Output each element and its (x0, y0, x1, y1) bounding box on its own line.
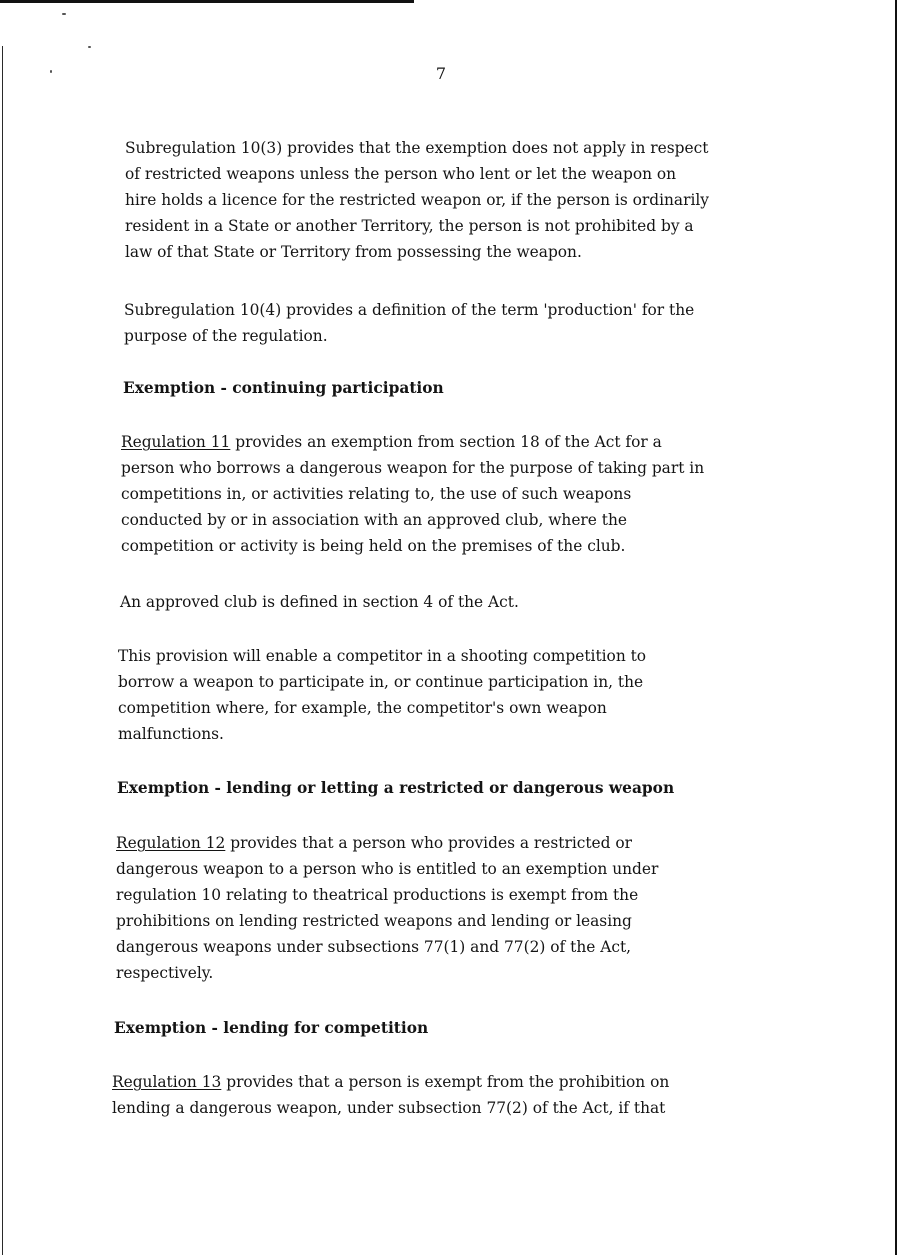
text-line: respectively. (116, 964, 214, 982)
text-line: Subregulation 10(4) provides a definition of the term 'production' for the (124, 301, 695, 319)
text-line: person who borrows a dangerous weapon for the purpose of taking part in (121, 459, 705, 477)
paragraph-regulation-12 (116, 830, 658, 986)
text-line: malfunctions. (118, 725, 224, 743)
text-fragment: provides an exemption from section 18 of the Act for a (230, 433, 662, 451)
text-line: resident in a State or another Territory, the person is not prohibited by a (125, 217, 694, 235)
text-line: competition or activity is being held on the premises of the club. (121, 537, 626, 555)
regulation-11-reference: Regulation 11 (121, 433, 231, 451)
text-line: competition where, for example, the competitor's own weapon (118, 699, 607, 717)
text-line: hire holds a licence for the restricted weapon or, if the person is ordinarily (125, 191, 709, 209)
scan-speck (88, 46, 91, 48)
text-line: competitions in, or activities relating to, the use of such weapons (121, 485, 632, 503)
text-line: This provision will enable a competitor in a shooting competition to (118, 647, 647, 665)
left-scan-border (2, 46, 3, 1255)
text-line: borrow a weapon to participate in, or continue participation in, the (118, 673, 644, 691)
text-line (112, 1069, 669, 1095)
text-line: dangerous weapons under subsections 77(1) and 77(2) of the Act, (116, 938, 632, 956)
regulation-13-reference: Regulation 13 (112, 1073, 222, 1091)
top-scan-border (0, 0, 414, 3)
text-line: Subregulation 10(3) provides that the exemption does not apply in respect (125, 139, 709, 157)
text-line: of restricted weapons unless the person who lent or let the weapon on (125, 165, 677, 183)
paragraph-regulation-13 (112, 1069, 669, 1121)
text-line: regulation 10 relating to theatrical productions is exempt from the (116, 886, 639, 904)
paragraph-subregulation-10-3 (125, 135, 709, 265)
text-line (116, 830, 658, 856)
text-line: An approved club is defined in section 4 of the Act. (120, 593, 519, 611)
text-fragment: provides that a person who provides a restricted or (225, 834, 633, 852)
paragraph-competitor-provision (118, 643, 646, 747)
text-line: purpose of the regulation. (124, 327, 328, 345)
text-line: lending a dangerous weapon, under subsection 77(2) of the Act, if that (112, 1099, 666, 1117)
text-line: law of that State or Territory from possessing the weapon. (125, 243, 582, 261)
regulation-12-reference: Regulation 12 (116, 834, 226, 852)
text-line: dangerous weapon to a person who is entitled to an exemption under (116, 860, 659, 878)
heading-lending-for-competition: Exemption - lending for competition (114, 1019, 429, 1037)
scan-speck (50, 70, 52, 73)
heading-lending-or-letting: Exemption - lending or letting a restricted or dangerous weapon (117, 779, 675, 797)
right-scan-border (895, 0, 897, 1255)
page-number: 7 (435, 64, 447, 83)
text-fragment: provides that a person is exempt from the prohibition on (221, 1073, 670, 1091)
text-line (121, 429, 704, 455)
paragraph-regulation-11 (121, 429, 704, 559)
text-line: prohibitions on lending restricted weapons and lending or leasing (116, 912, 632, 930)
paragraph-approved-club (120, 589, 519, 615)
scan-speck (62, 13, 66, 15)
heading-continuing-participation: Exemption - continuing participation (123, 379, 444, 397)
text-line: conducted by or in association with an approved club, where the (121, 511, 627, 529)
paragraph-subregulation-10-4 (124, 297, 694, 349)
